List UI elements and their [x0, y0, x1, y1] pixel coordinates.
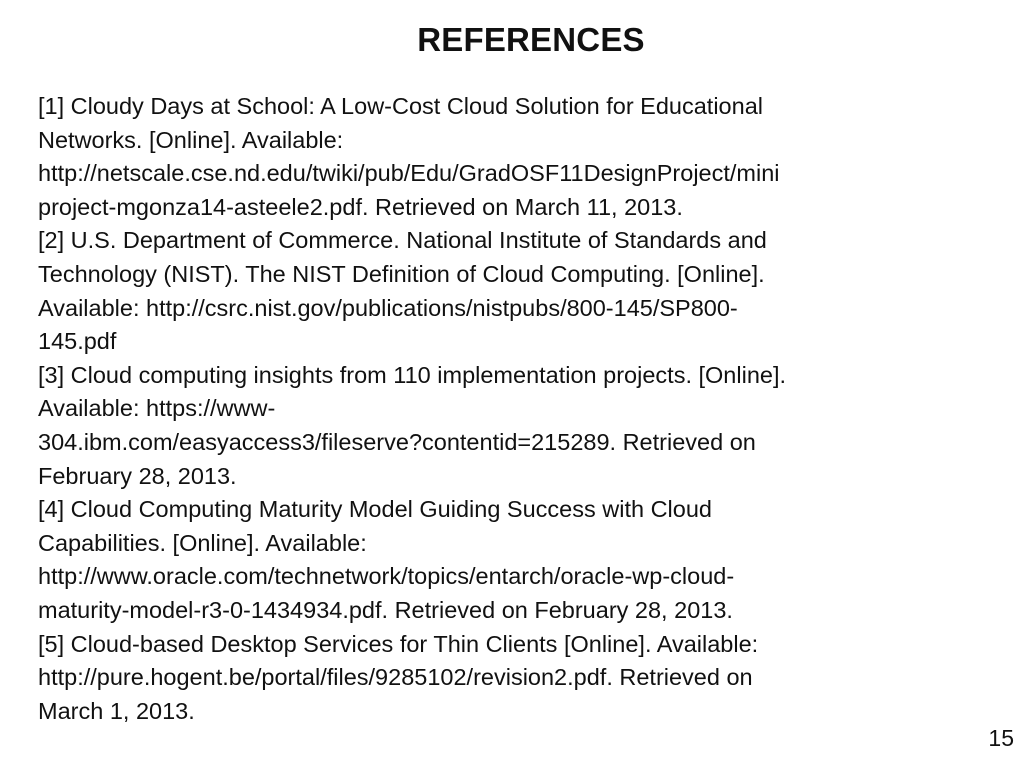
reference-line: [3] Cloud computing insights from 110 implementation projects. [Online].: [38, 361, 787, 388]
reference-url-line: Available: http://csrc.nist.gov/publications/nistpubs/800-145/SP800-: [38, 294, 738, 321]
reference-item-3: [38, 359, 998, 493]
reference-url-line: http://pure.hogent.be/portal/files/9285102/revision2.pdf. Retrieved on: [38, 664, 753, 691]
reference-line: [1] Cloudy Days at School: A Low-Cost Cloud Solution for Educational: [38, 93, 763, 119]
reference-item-1: [38, 90, 998, 224]
reference-line: Technology (NIST). The NIST Definition of Cloud Computing. [Online].: [38, 260, 765, 287]
reference-item-2: [38, 224, 998, 358]
reference-line: [5] Cloud-based Desktop Services for Thin Clients [Online]. Available:: [38, 630, 759, 657]
reference-line: Capabilities. [Online]. Available:: [38, 529, 367, 556]
reference-line: [2] U.S. Department of Commerce. National Institute of Standards and: [38, 227, 767, 254]
reference-list: [38, 90, 998, 728]
reference-line: February 28, 2013.: [38, 462, 237, 489]
reference-item-5: [38, 628, 998, 729]
reference-line: [4] Cloud Computing Maturity Model Guiding Success with Cloud: [38, 496, 712, 523]
reference-item-4: [38, 493, 998, 627]
reference-line: maturity-model-r3-0-1434934.pdf. Retrieved on February 28, 2013.: [38, 596, 733, 623]
reference-line: March 1, 2013.: [38, 697, 195, 724]
page-number: 15: [988, 725, 1014, 751]
reference-line: 145.pdf: [38, 328, 117, 355]
reference-url-line: http://netscale.cse.nd.edu/twiki/pub/Edu/GradOSF11DesignProject/mini: [38, 160, 780, 187]
reference-line: project-mgonza14-asteele2.pdf. Retrieved on March 11, 2013.: [38, 193, 683, 220]
reference-url-line: http://www.oracle.com/technetwork/topics/entarch/oracle-wp-cloud-: [38, 563, 735, 590]
reference-url-line: 304.ibm.com/easyaccess3/fileserve?contentid=215289. Retrieved on: [38, 428, 756, 455]
reference-url-line: Available: https://www-: [38, 395, 276, 422]
page-title: REFERENCES: [417, 21, 645, 58]
reference-line: Networks. [Online]. Available:: [38, 126, 344, 153]
